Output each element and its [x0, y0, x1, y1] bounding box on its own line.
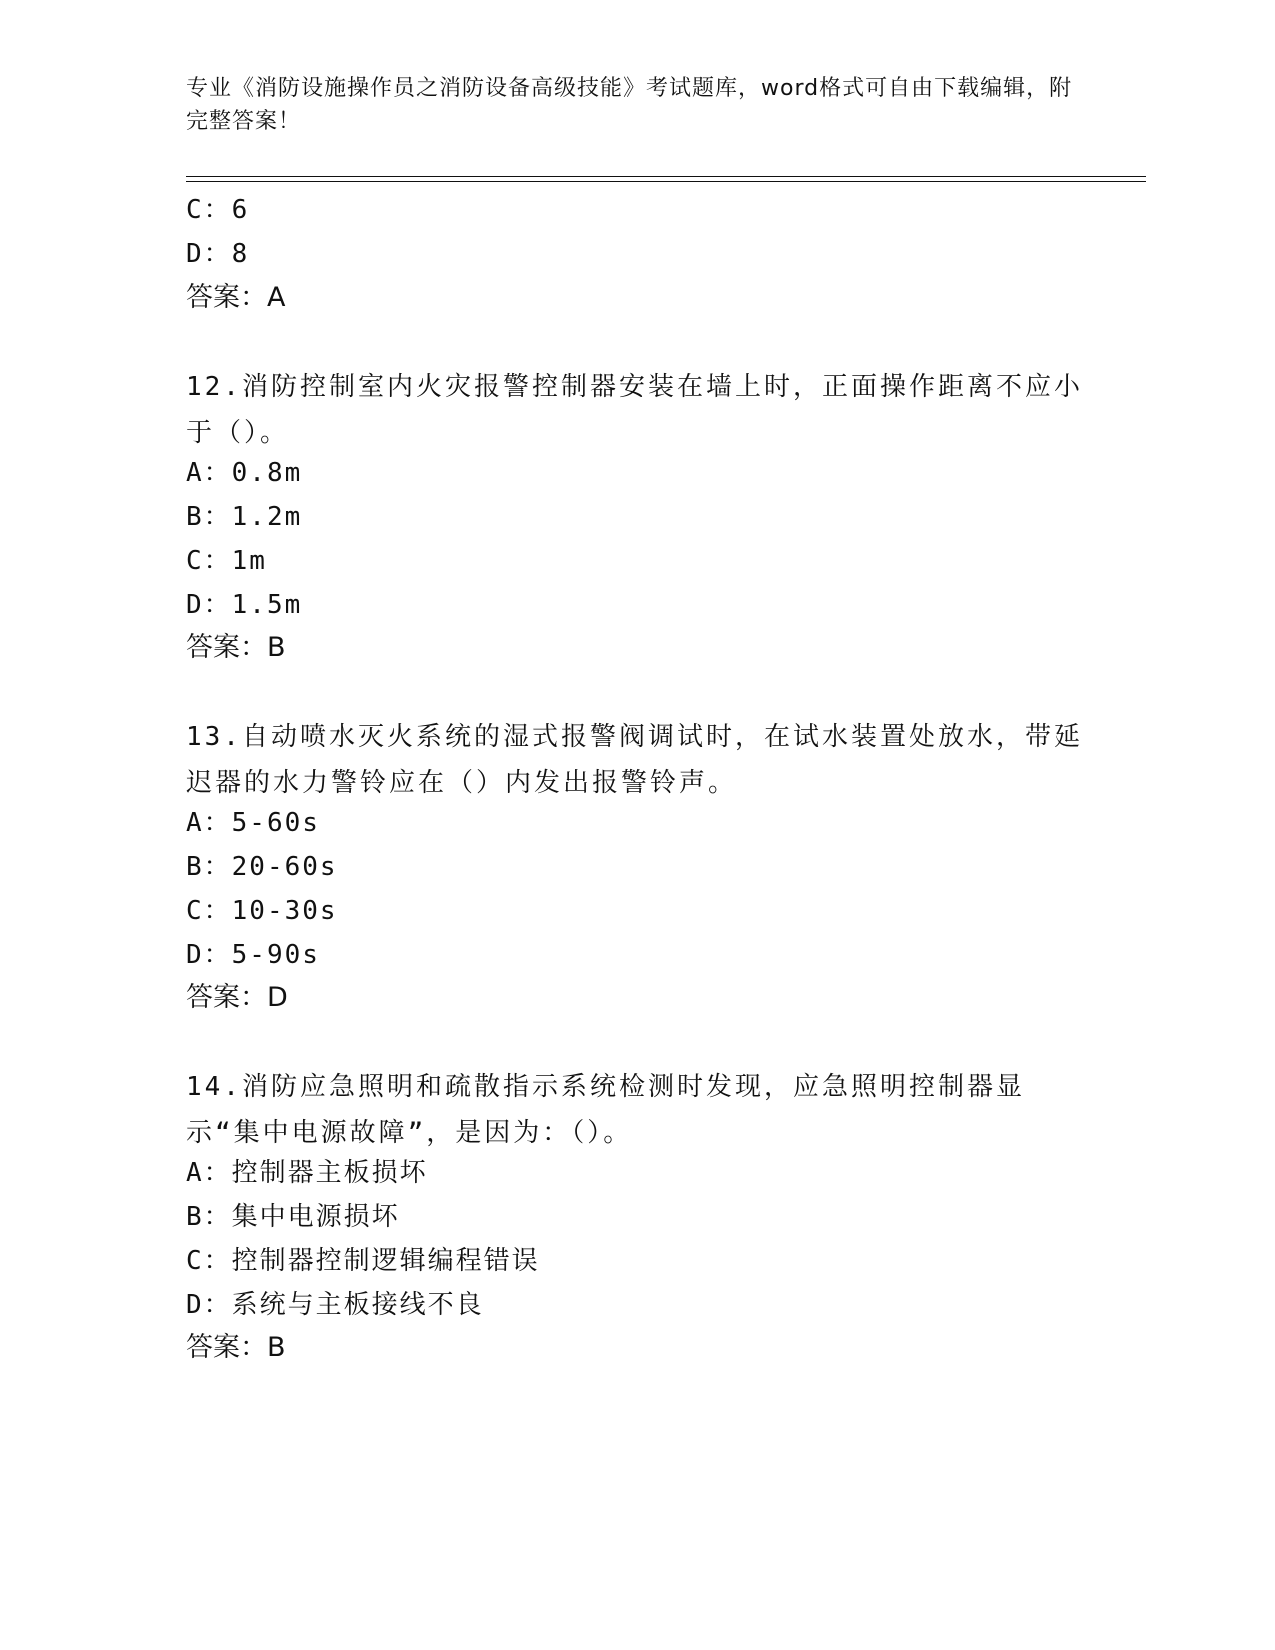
question-stem: 12.消防控制室内火灾报警控制器安装在墙上时，正面操作距离不应小于（）。 — [186, 372, 1083, 448]
option-c: C：6 — [186, 195, 250, 225]
header-divider-top — [186, 176, 1146, 177]
answer-line: 答案：A — [186, 282, 286, 313]
option-b: B：集中电源损坏 — [186, 1202, 400, 1232]
option-b: B：1.2m — [186, 502, 303, 532]
document-header: 专业《消防设施操作员之消防设备高级技能》考试题库，word格式可自由下载编辑，附完整答案！ — [186, 76, 1073, 134]
answer-line: 答案：B — [186, 632, 286, 663]
answer-line: 答案：D — [186, 982, 288, 1013]
header-divider-bottom — [186, 181, 1146, 182]
option-d: D：8 — [186, 239, 250, 269]
option-a: A：5-60s — [186, 808, 320, 838]
option-a: A：控制器主板损坏 — [186, 1158, 428, 1188]
option-c: C：1m — [186, 546, 267, 576]
answer-line: 答案：B — [186, 1332, 286, 1363]
option-d: D：5-90s — [186, 940, 320, 970]
option-b: B：20-60s — [186, 852, 338, 882]
question-stem: 14.消防应急照明和疏散指示系统检测时发现，应急照明控制器显示“集中电源故障”，是因为：（）。 — [186, 1072, 1025, 1148]
question-stem: 13.自动喷水灭火系统的湿式报警阀调试时，在试水装置处放水，带延迟器的水力警铃应在（）内发出报警铃声。 — [186, 722, 1083, 798]
option-c: C：10-30s — [186, 896, 338, 926]
option-d: D：系统与主板接线不良 — [186, 1290, 484, 1320]
option-d: D：1.5m — [186, 590, 303, 620]
option-c: C：控制器控制逻辑编程错误 — [186, 1246, 540, 1276]
option-a: A：0.8m — [186, 458, 303, 488]
